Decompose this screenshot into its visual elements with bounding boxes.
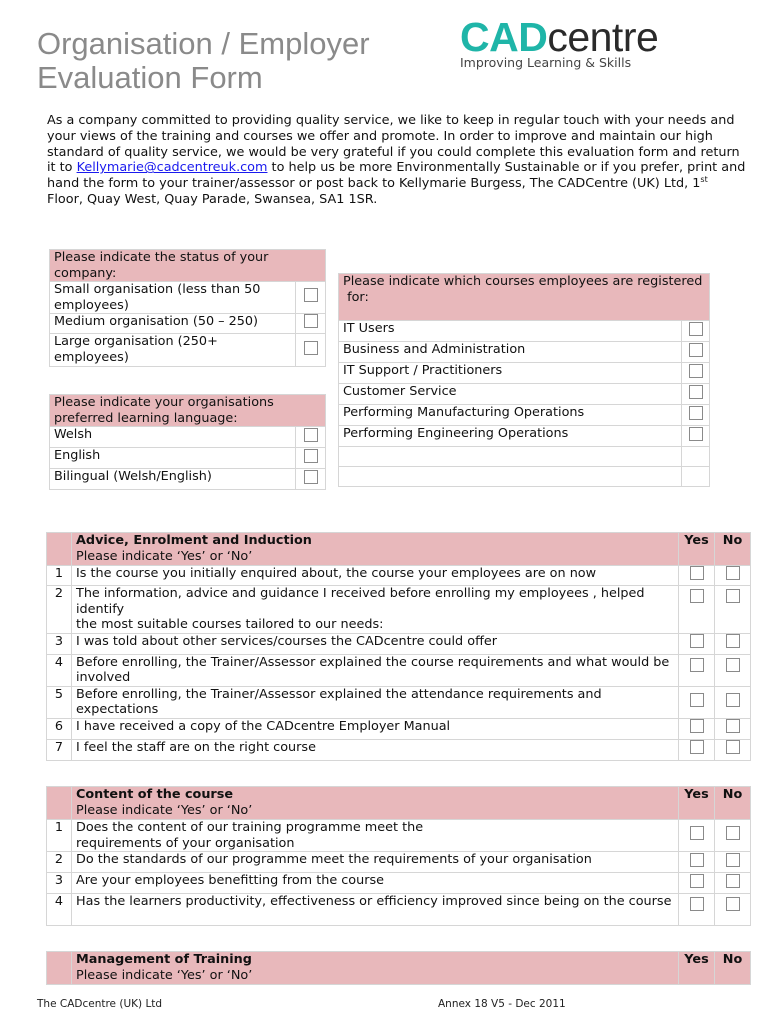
no-column-header: No (715, 787, 751, 820)
course-option-customer-service: Customer Service (339, 384, 682, 405)
logo-centre-text: centre (547, 14, 659, 60)
status-option-large: Large organisation (250+ employees) (50, 334, 296, 367)
language-option-bilingual: Bilingual (Welsh/English) (50, 469, 296, 490)
advice-q7-yes-checkbox[interactable] (690, 740, 704, 754)
advice-q2-no-checkbox[interactable] (726, 589, 740, 603)
advice-q4-no-checkbox[interactable] (726, 658, 740, 672)
intro-text-3: Floor, Quay West, Quay Parade, Swansea, SA1 1SR. (47, 191, 378, 207)
yes-column-header: Yes (679, 952, 715, 985)
language-english-checkbox[interactable] (304, 449, 318, 463)
course-option-business-admin: Business and Administration (339, 342, 682, 363)
question-number: 7 (47, 739, 72, 760)
status-header: Please indicate the status of your company: (50, 250, 326, 282)
course-customer-service-checkbox[interactable] (689, 385, 703, 399)
courses-header (339, 274, 710, 321)
advice-q5-yes-checkbox[interactable] (690, 693, 704, 707)
course-it-users-checkbox[interactable] (689, 322, 703, 336)
question-text: Does the content of our training programme meet the requirements of your organisation (72, 820, 679, 852)
ordinal-suffix: st (700, 175, 708, 185)
logo-tagline: Improving Learning & Skills (460, 55, 632, 70)
question-number: 6 (47, 718, 72, 739)
course-engineering-checkbox[interactable] (689, 427, 703, 441)
intro-text-2: to help us be more Environmentally Sustainable or if you prefer, print and hand the form to your trainer/assessor or post back to Kellymarie Burgess, The CADCentre (UK) Ltd, 1 (47, 160, 746, 192)
advice-section-header (72, 533, 679, 566)
question-text: Is the course you initially enquired about, the course your employees are on now (72, 566, 679, 586)
advice-q1-yes-checkbox[interactable] (690, 566, 704, 580)
intro-text: As a company committed to providing quality service, we like to keep in regular touch with your needs and your views of the training and courses we offer and promote. In order to improve and maintain our high standard of quality service, we would be very grateful if you could complete this evaluation form and return it to (47, 113, 740, 176)
content-q4-no-checkbox[interactable] (726, 897, 740, 911)
yes-column-header: Yes (679, 787, 715, 820)
language-table (49, 394, 326, 490)
question-text: Are your employees benefitting from the course (72, 873, 679, 894)
logo-cad-text: CAD (460, 14, 548, 60)
content-q1-no-checkbox[interactable] (726, 826, 740, 840)
content-course-table (46, 786, 751, 926)
content-q1-yes-checkbox[interactable] (690, 826, 704, 840)
cadcentre-logo (460, 16, 658, 70)
advice-q1-no-checkbox[interactable] (726, 566, 740, 580)
status-small-checkbox[interactable] (304, 288, 318, 302)
content-q4-yes-checkbox[interactable] (690, 897, 704, 911)
course-manufacturing-checkbox[interactable] (689, 406, 703, 420)
question-text: I was told about other services/courses the CADcentre could offer (72, 633, 679, 654)
language-header: Please indicate your organisations preferred learning language: (50, 395, 326, 427)
course-option-engineering: Performing Engineering Operations (339, 426, 682, 447)
title-line-2: Evaluation Form (37, 60, 263, 95)
status-option-small: Small organisation (less than 50 employees) (50, 282, 296, 314)
content-q3-no-checkbox[interactable] (726, 874, 740, 888)
status-option-medium: Medium organisation (50 – 250) (50, 314, 296, 334)
course-empty-row (339, 447, 682, 467)
footer-company: The CADcentre (UK) Ltd (37, 998, 163, 1010)
yes-column-header: Yes (679, 533, 715, 566)
course-business-admin-checkbox[interactable] (689, 343, 703, 357)
question-number: 2 (47, 852, 72, 873)
advice-section-title: Advice, Enrolment and Induction (76, 533, 312, 548)
language-option-english: English (50, 448, 296, 469)
intro-paragraph (47, 113, 747, 208)
course-empty-row (339, 467, 682, 487)
advice-q4-yes-checkbox[interactable] (690, 658, 704, 672)
content-q2-yes-checkbox[interactable] (690, 853, 704, 867)
email-link[interactable]: Kellymarie@cadcentreuk.com (76, 160, 268, 176)
course-it-support-checkbox[interactable] (689, 364, 703, 378)
advice-q6-yes-checkbox[interactable] (690, 719, 704, 733)
management-training-table (46, 951, 751, 985)
status-medium-checkbox[interactable] (304, 314, 318, 328)
course-option-it-support: IT Support / Practitioners (339, 363, 682, 384)
question-number: 3 (47, 873, 72, 894)
language-welsh-checkbox[interactable] (304, 428, 318, 442)
question-number: 3 (47, 633, 72, 654)
question-number: 1 (47, 820, 72, 852)
content-q3-yes-checkbox[interactable] (690, 874, 704, 888)
title-line-1: Organisation / Employer (37, 26, 370, 61)
no-column-header: No (715, 952, 751, 985)
question-text: Do the standards of our programme meet the requirements of your organisation (72, 852, 679, 873)
company-status-table (49, 249, 326, 367)
language-bilingual-checkbox[interactable] (304, 470, 318, 484)
question-number: 4 (47, 894, 72, 926)
advice-q5-no-checkbox[interactable] (726, 693, 740, 707)
course-option-it-users: IT Users (339, 321, 682, 342)
advice-section-subtitle: Please indicate ‘Yes’ or ‘No’ (76, 548, 253, 564)
question-text: Before enrolling, the Trainer/Assessor explained the attendance requirements and expectations (72, 686, 679, 718)
content-q2-no-checkbox[interactable] (726, 853, 740, 867)
question-text: I feel the staff are on the right course (72, 739, 679, 760)
question-number: 2 (47, 586, 72, 634)
language-option-welsh: Welsh (50, 427, 296, 448)
question-text: Before enrolling, the Trainer/Assessor explained the course requirements and what would be involved (72, 654, 679, 686)
question-text: Has the learners productivity, effectiveness or efficiency improved since being on the course (72, 894, 679, 926)
status-large-checkbox[interactable] (304, 341, 318, 355)
question-text: I have received a copy of the CADcentre Employer Manual (72, 718, 679, 739)
content-section-subtitle: Please indicate ‘Yes’ or ‘No’ (76, 802, 253, 818)
question-number: 1 (47, 566, 72, 586)
question-text: The information, advice and guidance I received before enrolling my employees , helped identify the most suitable courses tailored to our needs: (72, 586, 679, 634)
advice-q7-no-checkbox[interactable] (726, 740, 740, 754)
advice-enrolment-table (46, 532, 751, 761)
courses-header-line-1: Please indicate which courses employees are registered (343, 274, 703, 289)
courses-table (338, 273, 710, 487)
advice-q3-yes-checkbox[interactable] (690, 634, 704, 648)
content-section-header (72, 787, 679, 820)
management-section-title: Management of Training (76, 952, 252, 967)
question-number: 5 (47, 686, 72, 718)
advice-q6-no-checkbox[interactable] (726, 719, 740, 733)
content-section-title: Content of the course (76, 787, 234, 802)
course-option-manufacturing: Performing Manufacturing Operations (339, 405, 682, 426)
footer-annex: Annex 18 V5 - Dec 2011 (438, 998, 566, 1010)
courses-header-line-2: for: (343, 289, 369, 305)
management-section-header (72, 952, 679, 985)
management-section-subtitle: Please indicate ‘Yes’ or ‘No’ (76, 967, 253, 983)
advice-q3-no-checkbox[interactable] (726, 634, 740, 648)
page-title (37, 27, 370, 95)
advice-q2-yes-checkbox[interactable] (690, 589, 704, 603)
question-number: 4 (47, 654, 72, 686)
no-column-header: No (715, 533, 751, 566)
